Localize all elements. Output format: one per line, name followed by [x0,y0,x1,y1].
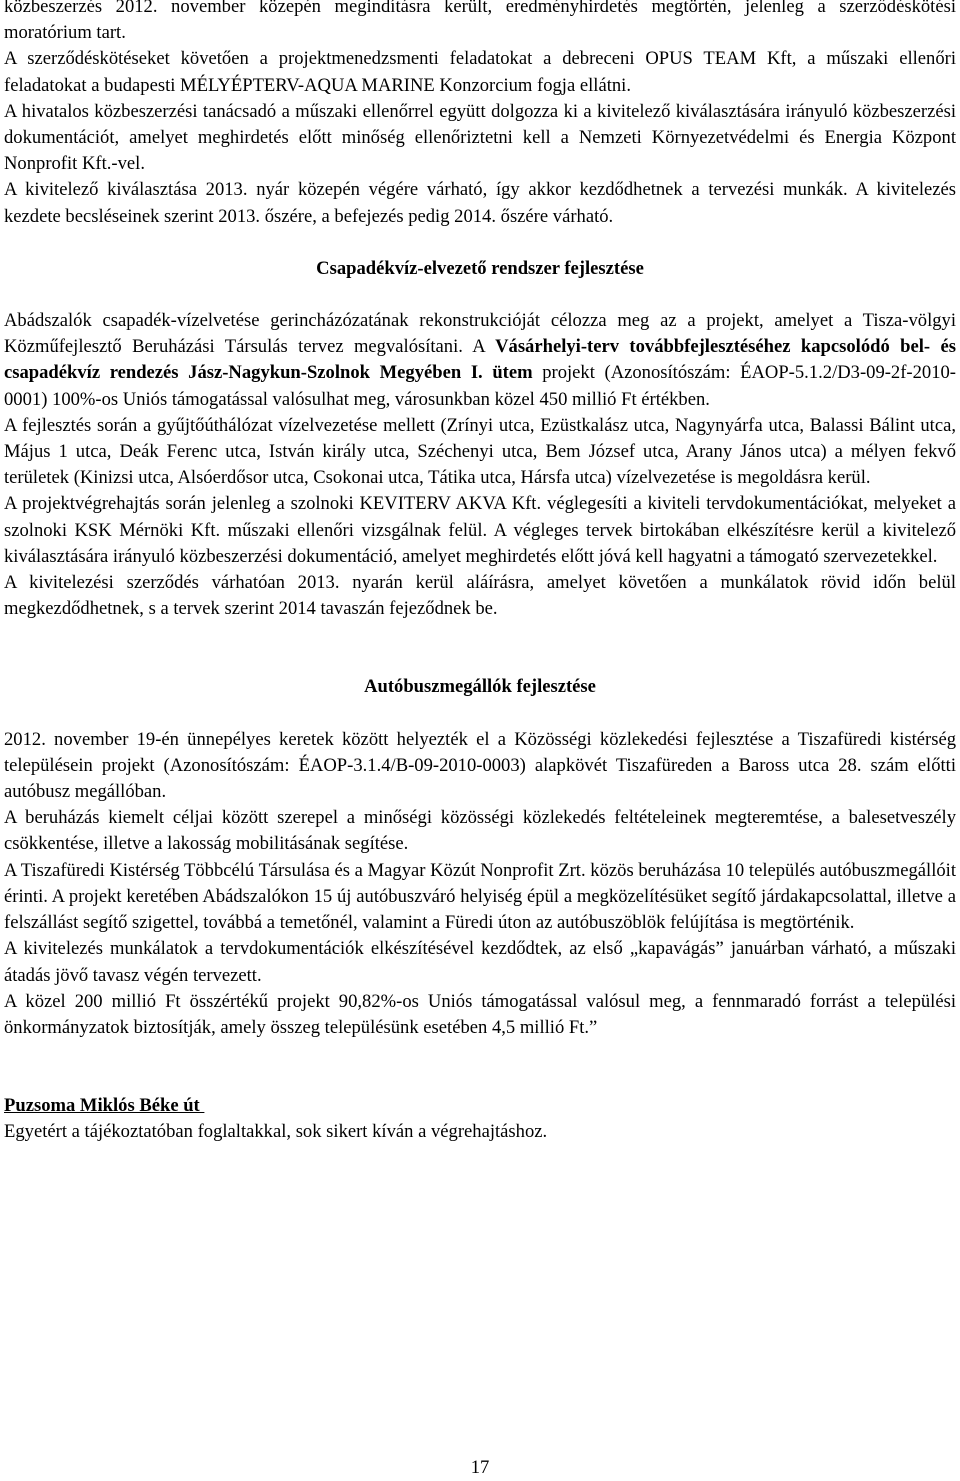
intro-block [4,0,956,230]
paragraph: A kivitelezési szerződés várhatóan 2013. nyarán kerül aláírásra, amelyet követően a munkálatok rövid időn belül megkezdődhetnek, s a tervek szerint 2014 tavaszán fejeződnek be. [4,572,956,620]
page-number: 17 [470,1457,490,1478]
paragraph-text: Abádszalók csapadék-vízelvetése gerincházózatának rekonstrukcióját célozza meg az a projekt, amelyet a Tisza-völgyi Közműfejlesztő Beruházási Társulás tervez megvalósítani. A [4,310,956,358]
autobusz-section [4,727,956,1041]
section-heading-csapadekviz: Csapadékvíz-elvezető rendszer fejlesztése [316,257,644,279]
spacer [4,230,956,256]
paragraph [4,308,956,413]
spacer [4,282,956,308]
paragraph: A kivitelező kiválasztása 2013. nyár közepén végére várható, így akkor kezdődhetnek a tervezési munkák. A kivitelezés kezdete becsléseinek szerint 2013. őszére, a befejezés pedig 2014. őszére várható. [4,179,956,227]
paragraph: A közel 200 millió Ft összértékű projekt 90,82%-os Uniós támogatással valósul meg, a fennmaradó forrást a települési önkormányzatok biztosítják, amely összeg településünk esetében 4,5 millió Ft.” [4,990,956,1038]
paragraph: A beruházás kiemelt céljai között szerepel a minőségi közösségi közlekedés feltételeinek megteremtése, a balesetveszély csökkentése, illetve a lakosság mobilitásának segítése. [4,807,956,855]
spacer [4,1041,956,1067]
puzsoma-section [4,1093,956,1145]
paragraph: A projektvégrehajtás során jelenleg a szolnoki KEVITERV AKVA Kft. véglegesíti a kiviteli tervdokumentációkat, melyeket a szolnoki KSK Mérnöki Kft. műszaki ellenőri vizsgálnak felül. A végleges tervek birtokában elkészítésre kerül a kivitelező kiválasztására irányuló közbeszerzési dokumentáció, amelyet meghirdetés előtt jóvá kell hagyatni a támogató szervezetekkel. [4,493,956,567]
spacer [4,622,956,648]
paragraph: A hivatalos közbeszerzési tanácsadó a műszaki ellenőrrel együtt dolgozza ki a kivitelező kiválasztására irányuló közbeszerzési dokumentációt, amelyet meghirdetés előtt minőség ellenőriztetni kell a Nemzeti Környezetvédelmi és Energia Központ Nonprofit Kft.-vel. [4,100,956,175]
document-page [4,0,956,1146]
spacer [4,701,956,727]
section-heading-autobusz: Autóbuszmegállók fejlesztése [364,676,596,698]
paragraph: A kivitelezés munkálatok a tervdokumentációk elkészítésével kezdődtek, az első „kapavágás” januárban várható, a műszaki átadás jövő tavasz végén tervezett. [4,938,956,986]
spacer [4,648,956,674]
paragraph: A fejlesztés során a gyűjtőúthálózat vízelvezetése mellett (Zrínyi utca, Ezüstkalász utca, Nagynyárfa utca, Balassi Bálint utca, Május 1 utca, Deák Ferenc utca, István király utca, Széchenyi utca, Bem József utca, Arany János utca) a mélyen fekvő területek (Kinizsi utca, Alsóerdősor utca, Csokonai utca, Tátika utca, Hársfa utca) vízelvezetése is megoldásra kerül. [4,414,956,489]
paragraph: közbeszerzés 2012. november közepén megindításra került, eredményhirdetés megtörtén, jelenleg a szerződéskötési moratórium tart. [4,0,956,44]
csapadekviz-section [4,308,956,622]
paragraph: 2012. november 19-én ünnepélyes keretek között helyezték el a Közösségi közlekedési fejlesztése a Tiszafüredi kistérség településein projekt (Azonosítószám: ÉAOP-3.1.4/B-09-2010-0003) alapkövét Tiszafüreden a Baross utca 28. szám előtti autóbusz megállóban. [4,728,956,803]
paragraph: A szerződéskötéseket követően a projektmenedzsmenti feladatokat a debreceni OPUS TEAM Kft, a műszaki ellenőri feladatokat a budapesti MÉLYÉPTERV-AQUA MARINE Konzorcium fogja ellátni. [4,48,956,96]
paragraph: A Tiszafüredi Kistérség Többcélú Társulása és a Magyar Közút Nonprofit Zrt. közös beruházása 10 település autóbuszmegállóit érinti. A projekt keretében Abádszalókon 15 új autóbuszváró helyiség épül a megközelítésüket segítő járdakapcsolattal, illetve a felszállást segítő szigettel, továbbá a temetőnél, valamint a Füredi úton az autóbuszöblök felújítása is megtörténik. [4,859,956,934]
paragraph: Egyetért a tájékoztatóban foglaltakkal, sok sikert kíván a végrehajtáshoz. [4,1121,548,1143]
paragraph-text: projekt (Azonosítószám: ÉAOP-5.1.2/D3-09-2f-2010-0001) 100%-os Uniós támogatással valósulhat meg, városunkban közel 450 millió Ft értékben. [4,362,956,410]
speaker-name: Puzsoma Miklós Béke út [4,1095,205,1117]
project-title-bold: Vásárhelyi-terv továbbfejlesztéséhez kapcsolódó bel- és csapadékvíz rendezés Jász-Nagykun-Szolnok Megyében I. ütem [4,336,956,384]
spacer [4,1067,956,1093]
